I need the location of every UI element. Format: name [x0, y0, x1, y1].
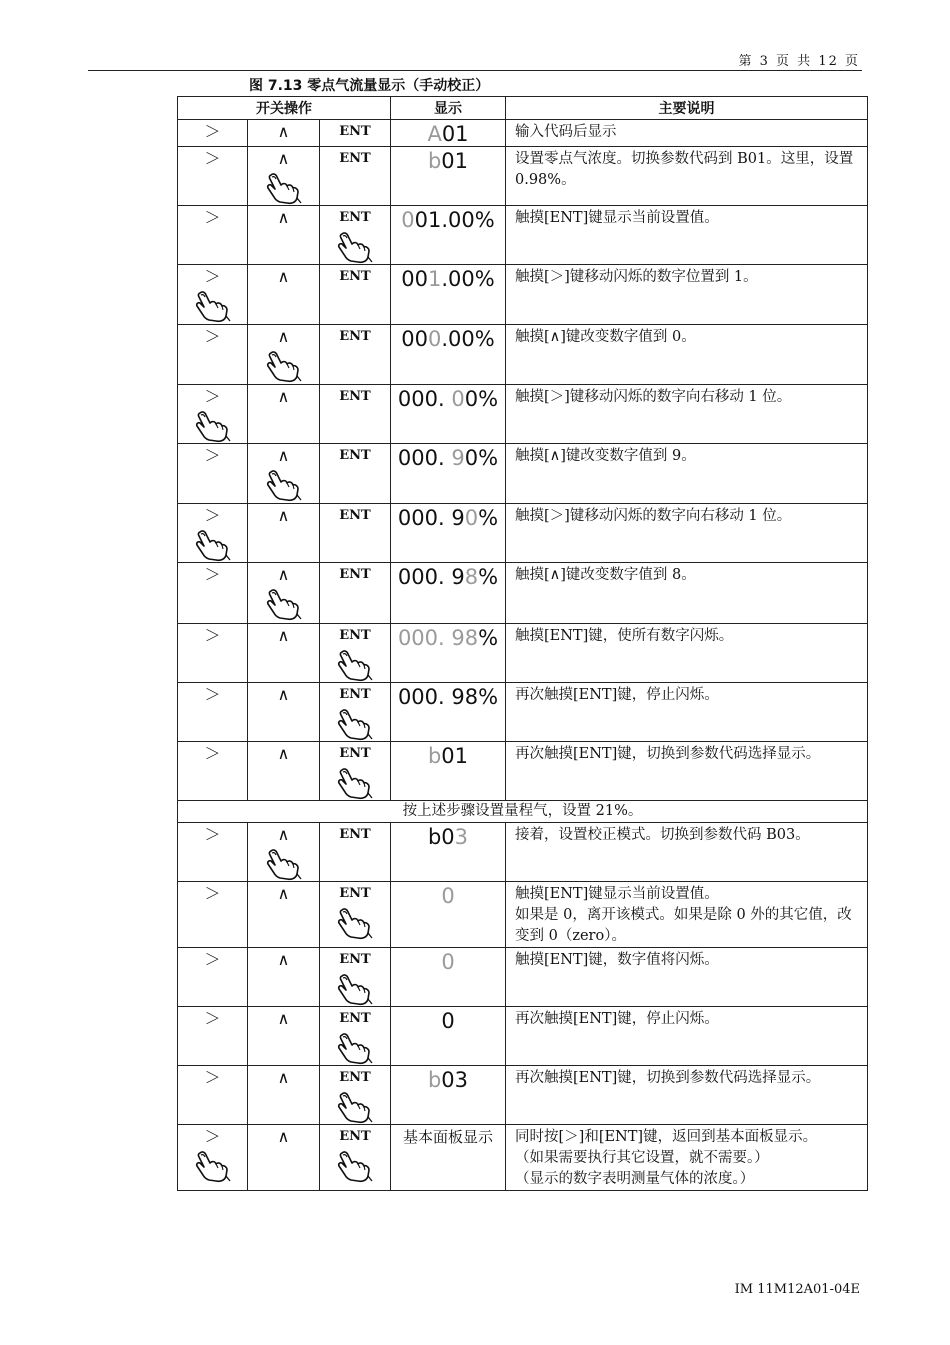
hand-press-icon	[335, 1031, 375, 1065]
display-blink-segment: 9	[451, 446, 465, 470]
key-label-up: ∧	[277, 387, 290, 406]
key-label-right: ＞	[204, 1127, 221, 1146]
display-value	[391, 823, 506, 882]
key-cell-right	[178, 147, 248, 206]
display-blink-segment: 0	[441, 950, 455, 974]
key-label-right: ＞	[204, 122, 221, 141]
table-row	[178, 504, 868, 563]
header-description: 主要说明	[506, 97, 868, 120]
page-header	[0, 0, 950, 72]
display-value	[391, 948, 506, 1007]
description-line: 再次触摸[ENT]键，停止闪烁。	[515, 1011, 719, 1027]
key-label-ent: ENT	[339, 124, 371, 139]
key-label-ent: ENT	[339, 628, 371, 643]
key-label-right: ＞	[204, 267, 221, 286]
description-line: 再次触摸[ENT]键，切换到参数代码选择显示。	[515, 746, 821, 762]
span-note: 按上述步骤设置量程气，设置 21%。	[178, 801, 868, 823]
hand-press-icon	[335, 1149, 375, 1183]
hand-press-icon	[264, 171, 304, 205]
page-number: 第 3 页 共 12 页	[738, 54, 860, 69]
display-segment: b0	[427, 825, 455, 849]
key-cell-ent	[320, 120, 391, 147]
key-cell-ent	[320, 206, 391, 265]
key-cell-ent	[320, 563, 391, 624]
key-label-ent: ENT	[339, 151, 371, 166]
description-cell	[506, 385, 868, 444]
key-cell-right	[178, 385, 248, 444]
key-label-right: ＞	[204, 506, 221, 525]
key-label-right: ＞	[204, 744, 221, 763]
key-cell-up	[248, 265, 320, 325]
key-label-ent: ENT	[339, 567, 371, 582]
table-row	[178, 385, 868, 444]
description-line: 触摸[ENT]键显示当前设置值。	[515, 886, 719, 902]
key-cell-ent	[320, 683, 391, 742]
description-line: 接着，设置校正模式。切换到参数代码 B03。	[515, 827, 810, 843]
key-label-up: ∧	[277, 149, 290, 168]
key-label-ent: ENT	[339, 448, 371, 463]
description-line: 触摸[＞]键移动闪烁的数字位置到 1。	[515, 269, 758, 285]
table-row	[178, 206, 868, 265]
header-rule	[88, 70, 862, 71]
table-row	[178, 1125, 868, 1191]
key-label-ent: ENT	[339, 1070, 371, 1085]
hand-press-icon	[193, 409, 233, 443]
description-line: 触摸[＞]键移动闪烁的数字向右移动 1 位。	[515, 389, 792, 405]
description-cell	[506, 683, 868, 742]
display-blink-segment: 0	[428, 327, 442, 351]
display-segment: 03	[441, 1068, 469, 1092]
display-segment: 01	[441, 149, 469, 173]
key-label-right: ＞	[204, 685, 221, 704]
key-label-right: ＞	[204, 1009, 221, 1028]
display-value	[391, 1066, 506, 1125]
key-label-up: ∧	[277, 744, 290, 763]
hand-press-icon	[264, 468, 304, 502]
hand-press-icon	[335, 766, 375, 800]
key-label-right: ＞	[204, 208, 221, 227]
display-segment: 000. 9	[397, 506, 465, 530]
table-row	[178, 742, 868, 801]
key-cell-up	[248, 948, 320, 1007]
display-segment: 0	[441, 1009, 455, 1033]
key-label-up: ∧	[277, 208, 290, 227]
display-text: 基本面板显示	[391, 1125, 506, 1191]
table-row	[178, 1066, 868, 1125]
key-label-ent: ENT	[339, 1129, 371, 1144]
key-label-ent: ENT	[339, 1011, 371, 1026]
display-blink-segment: b	[427, 149, 442, 173]
key-cell-up	[248, 385, 320, 444]
key-label-ent: ENT	[339, 210, 371, 225]
key-label-ent: ENT	[339, 952, 371, 967]
key-label-ent: ENT	[339, 508, 371, 523]
display-value	[391, 1007, 506, 1066]
key-label-right: ＞	[204, 387, 221, 406]
key-label-up: ∧	[277, 825, 290, 844]
description-line: 触摸[∧]键改变数字值到 0。	[515, 329, 696, 345]
description-cell	[506, 504, 868, 563]
display-blink-segment: 0	[401, 208, 415, 232]
display-segment: 00	[401, 327, 428, 351]
header-switch-op: 开关操作	[178, 97, 391, 120]
table-row	[178, 563, 868, 624]
key-cell-ent	[320, 1066, 391, 1125]
description-line: 设置零点气浓度。切换参数代码到 B01。这里，设置 0.98%。	[515, 151, 854, 188]
key-cell-up	[248, 823, 320, 882]
display-blink-segment: 0	[464, 506, 479, 530]
description-cell	[506, 1125, 868, 1191]
key-cell-right	[178, 1125, 248, 1191]
hand-press-icon	[264, 587, 304, 621]
display-blink-segment: 0	[451, 387, 465, 411]
description-line: 触摸[ENT]键，数字值将闪烁。	[515, 952, 719, 968]
key-label-right: ＞	[204, 950, 221, 969]
key-cell-up	[248, 1125, 320, 1191]
key-label-up: ∧	[277, 565, 290, 584]
key-cell-up	[248, 683, 320, 742]
description-cell	[506, 444, 868, 504]
table-row	[178, 1007, 868, 1066]
key-cell-right	[178, 120, 248, 147]
display-segment: 000. 9	[397, 565, 465, 589]
key-cell-ent	[320, 882, 391, 948]
description-cell	[506, 265, 868, 325]
display-segment: %	[478, 626, 499, 650]
display-blink-segment: 000. 98	[397, 626, 479, 650]
hand-press-icon	[264, 349, 304, 383]
display-blink-segment: 0	[441, 884, 455, 908]
key-label-up: ∧	[277, 1009, 290, 1028]
key-label-up: ∧	[277, 884, 290, 903]
span-note-row	[178, 801, 868, 823]
display-blink-segment: 3	[454, 825, 469, 849]
key-cell-ent	[320, 385, 391, 444]
description-cell	[506, 882, 868, 948]
display-value	[391, 147, 506, 206]
key-cell-ent	[320, 147, 391, 206]
description-cell	[506, 742, 868, 801]
key-cell-right	[178, 882, 248, 948]
hand-press-icon	[335, 707, 375, 741]
key-cell-right	[178, 1007, 248, 1066]
key-cell-right	[178, 823, 248, 882]
display-value	[391, 624, 506, 683]
procedure-table	[177, 96, 868, 1191]
description-line: 再次触摸[ENT]键，切换到参数代码选择显示。	[515, 1070, 821, 1086]
description-line: 触摸[∧]键改变数字值到 8。	[515, 567, 696, 583]
display-segment: 01	[441, 744, 469, 768]
display-segment: .00%	[441, 327, 495, 351]
display-segment: 0%	[464, 387, 499, 411]
key-label-ent: ENT	[339, 746, 371, 761]
display-value	[391, 206, 506, 265]
key-label-ent: ENT	[339, 329, 371, 344]
key-cell-up	[248, 882, 320, 948]
key-cell-right	[178, 325, 248, 385]
description-cell	[506, 948, 868, 1007]
key-cell-up	[248, 120, 320, 147]
key-cell-ent	[320, 504, 391, 563]
display-segment: .00%	[441, 267, 495, 291]
key-cell-ent	[320, 444, 391, 504]
key-cell-up	[248, 325, 320, 385]
description-cell	[506, 206, 868, 265]
description-line: 输入代码后显示	[515, 124, 617, 140]
display-value	[391, 742, 506, 801]
description-cell	[506, 823, 868, 882]
description-cell	[506, 624, 868, 683]
key-cell-right	[178, 624, 248, 683]
hand-press-icon	[193, 1149, 233, 1183]
hand-press-icon	[335, 648, 375, 682]
figure-caption: 图 7.13 零点气流量显示（手动校正）	[249, 78, 490, 94]
display-value	[391, 120, 506, 147]
key-cell-ent	[320, 742, 391, 801]
display-segment: 000. 98%	[397, 685, 499, 709]
table-row	[178, 624, 868, 683]
display-value	[391, 563, 506, 624]
display-value	[391, 504, 506, 563]
display-segment: %	[478, 565, 499, 589]
key-cell-right	[178, 683, 248, 742]
key-cell-up	[248, 624, 320, 683]
display-value	[391, 325, 506, 385]
key-cell-up	[248, 444, 320, 504]
key-cell-ent	[320, 1125, 391, 1191]
key-label-right: ＞	[204, 446, 221, 465]
table-header-row	[178, 97, 868, 120]
header-display: 显示	[391, 97, 506, 120]
document-id: IM 11M12A01-04E	[734, 1282, 860, 1297]
display-segment: 01	[441, 122, 469, 146]
display-segment: %	[478, 506, 499, 530]
display-blink-segment: 8	[464, 565, 479, 589]
description-line: 触摸[∧]键改变数字值到 9。	[515, 448, 696, 464]
key-cell-ent	[320, 265, 391, 325]
description-cell	[506, 563, 868, 624]
description-line: 触摸[＞]键移动闪烁的数字向右移动 1 位。	[515, 508, 792, 524]
key-cell-right	[178, 444, 248, 504]
table-row	[178, 444, 868, 504]
key-cell-ent	[320, 624, 391, 683]
key-label-ent: ENT	[339, 886, 371, 901]
display-segment: 0%	[464, 446, 499, 470]
display-blink-segment: 1	[428, 267, 442, 291]
key-cell-up	[248, 1007, 320, 1066]
description-line: （显示的数字表明测量气体的浓度。）	[515, 1171, 755, 1187]
hand-press-icon	[335, 1090, 375, 1124]
key-label-ent: ENT	[339, 389, 371, 404]
key-cell-right	[178, 563, 248, 624]
display-value	[391, 882, 506, 948]
table-row	[178, 120, 868, 147]
table-row	[178, 882, 868, 948]
display-value	[391, 385, 506, 444]
description-line: 同时按[＞]和[ENT]键，返回到基本面板显示。	[515, 1129, 818, 1145]
description-line: 如果是 0，离开该模式。如果是除 0 外的其它值，改变到 0（zero）。	[515, 907, 852, 944]
key-cell-up	[248, 147, 320, 206]
hand-press-icon	[264, 847, 304, 881]
key-cell-right	[178, 742, 248, 801]
key-cell-ent	[320, 948, 391, 1007]
display-value	[391, 683, 506, 742]
key-cell-ent	[320, 325, 391, 385]
description-cell	[506, 1066, 868, 1125]
key-cell-right	[178, 206, 248, 265]
key-label-right: ＞	[204, 626, 221, 645]
key-label-right: ＞	[204, 149, 221, 168]
key-label-up: ∧	[277, 506, 290, 525]
table-row	[178, 948, 868, 1007]
display-segment: 000.	[397, 387, 452, 411]
display-blink-segment: A	[427, 122, 442, 146]
key-label-right: ＞	[204, 884, 221, 903]
key-label-up: ∧	[277, 327, 290, 346]
hand-press-icon	[335, 972, 375, 1006]
key-cell-up	[248, 563, 320, 624]
display-segment: 000.	[397, 446, 452, 470]
key-cell-right	[178, 265, 248, 325]
table-row	[178, 325, 868, 385]
key-label-up: ∧	[277, 685, 290, 704]
table-row	[178, 265, 868, 325]
display-blink-segment: b	[427, 744, 442, 768]
table-row	[178, 683, 868, 742]
key-cell-right	[178, 1066, 248, 1125]
key-label-up: ∧	[277, 267, 290, 286]
key-cell-up	[248, 1066, 320, 1125]
description-line: 触摸[ENT]键，使所有数字闪烁。	[515, 628, 734, 644]
key-cell-up	[248, 742, 320, 801]
key-label-ent: ENT	[339, 269, 371, 284]
key-cell-ent	[320, 1007, 391, 1066]
key-label-right: ＞	[204, 1068, 221, 1087]
key-cell-right	[178, 948, 248, 1007]
key-label-up: ∧	[277, 122, 290, 141]
table-row	[178, 823, 868, 882]
description-cell	[506, 147, 868, 206]
key-label-up: ∧	[277, 1068, 290, 1087]
key-cell-ent	[320, 823, 391, 882]
display-segment: 01.00%	[414, 208, 495, 232]
key-label-up: ∧	[277, 626, 290, 645]
key-cell-up	[248, 504, 320, 563]
key-label-ent: ENT	[339, 687, 371, 702]
display-value	[391, 265, 506, 325]
hand-press-icon	[193, 528, 233, 562]
key-label-ent: ENT	[339, 827, 371, 842]
description-line: 触摸[ENT]键显示当前设置值。	[515, 210, 719, 226]
description-line: （如果需要执行其它设置，就不需要。）	[515, 1150, 769, 1166]
description-line: 再次触摸[ENT]键，停止闪烁。	[515, 687, 719, 703]
description-cell	[506, 120, 868, 147]
key-label-right: ＞	[204, 825, 221, 844]
key-cell-up	[248, 206, 320, 265]
hand-press-icon	[193, 289, 233, 323]
key-label-right: ＞	[204, 327, 221, 346]
display-blink-segment: b	[427, 1068, 442, 1092]
display-value	[391, 444, 506, 504]
hand-press-icon	[335, 230, 375, 264]
table-row	[178, 147, 868, 206]
description-cell	[506, 1007, 868, 1066]
display-segment: 00	[401, 267, 428, 291]
hand-press-icon	[335, 906, 375, 940]
key-label-up: ∧	[277, 446, 290, 465]
key-label-up: ∧	[277, 1127, 290, 1146]
key-cell-right	[178, 504, 248, 563]
key-label-right: ＞	[204, 565, 221, 584]
key-label-up: ∧	[277, 950, 290, 969]
description-cell	[506, 325, 868, 385]
